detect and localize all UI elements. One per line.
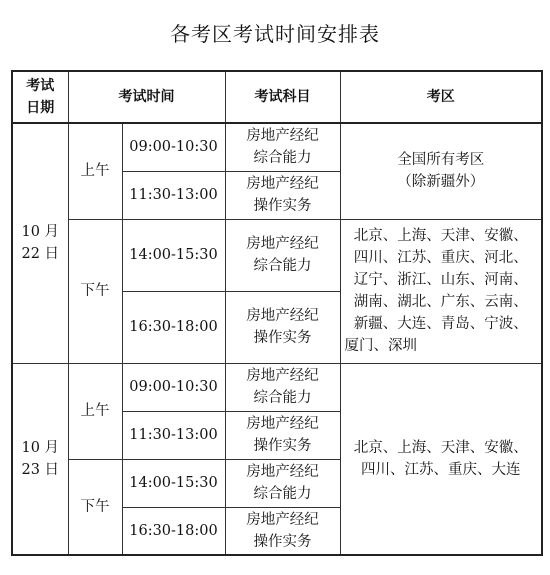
subject-line2: 综合能力 xyxy=(253,486,312,502)
subject-cell xyxy=(225,123,340,171)
subject-line2: 综合能力 xyxy=(253,390,312,406)
area-cell-afternoon-list xyxy=(340,219,542,363)
subject-line2: 操作实务 xyxy=(253,533,312,550)
header-date-line1: 考试 xyxy=(26,78,55,94)
date-cell-oct23 xyxy=(12,363,68,555)
subject-line1: 房地产经纪 xyxy=(246,308,319,324)
subject-line1: 房地产经纪 xyxy=(246,236,319,252)
subject-line2: 综合能力 xyxy=(253,150,312,167)
time-slot: 09:00-10:30 xyxy=(122,363,225,411)
time-slot: 11:30-13:00 xyxy=(122,411,225,459)
subject-cell xyxy=(225,363,340,411)
subject-line1: 房地产经纪 xyxy=(246,511,319,528)
subject-line2: 操作实务 xyxy=(253,330,312,346)
area-line: （除新疆外） xyxy=(397,174,485,191)
table-row xyxy=(12,219,542,291)
area-line: 新疆、大连、青岛、宁波、 xyxy=(353,316,528,332)
area-line: 厦门、深圳 xyxy=(344,338,417,354)
exam-schedule-table xyxy=(11,70,543,556)
header-area: 考区 xyxy=(340,71,542,123)
area-cell-day2 xyxy=(340,363,542,555)
subject-cell xyxy=(225,459,340,507)
header-date-line2: 日期 xyxy=(26,100,55,116)
header-date xyxy=(12,71,68,123)
table-row xyxy=(12,363,542,411)
header-time: 考试时间 xyxy=(68,71,225,123)
subject-cell xyxy=(225,507,340,555)
area-line: 北京、上海、天津、安徽、 xyxy=(353,439,528,456)
period-afternoon: 下午 xyxy=(68,459,122,555)
subject-line1: 房地产经纪 xyxy=(246,464,319,480)
table-row xyxy=(12,123,542,171)
subject-cell xyxy=(225,411,340,459)
period-morning: 上午 xyxy=(68,123,122,219)
subject-line2: 操作实务 xyxy=(253,198,312,214)
period-afternoon: 下午 xyxy=(68,219,122,363)
area-line: 四川、江苏、重庆、河北、 xyxy=(353,250,528,266)
header-subject: 考试科目 xyxy=(225,71,340,123)
subject-cell xyxy=(225,171,340,219)
date-day: 22 日 xyxy=(21,246,60,263)
page-title: 各考区考试时间安排表 xyxy=(170,22,380,46)
area-line: 四川、江苏、重庆、大连 xyxy=(361,461,521,478)
period-morning: 上午 xyxy=(68,363,122,459)
area-line: 北京、上海、天津、安徽、 xyxy=(353,228,528,244)
area-line: 湖南、湖北、广东、云南、 xyxy=(353,294,528,310)
time-slot: 14:00-15:30 xyxy=(122,459,225,507)
date-month: 10 月 xyxy=(21,224,60,241)
area-line: 辽宁、浙江、山东、河南、 xyxy=(353,272,528,288)
time-slot: 16:30-18:00 xyxy=(122,291,225,363)
subject-line1: 房地产经纪 xyxy=(246,416,319,432)
subject-line2: 操作实务 xyxy=(253,438,312,454)
header-row xyxy=(12,71,542,123)
date-day: 23 日 xyxy=(21,461,60,478)
subject-line1: 房地产经纪 xyxy=(246,128,319,145)
date-cell-oct22 xyxy=(12,123,68,363)
area-line: 全国所有考区 xyxy=(397,152,485,169)
time-slot: 14:00-15:30 xyxy=(122,219,225,291)
date-month: 10 月 xyxy=(21,439,60,456)
area-cell-nationwide xyxy=(340,123,542,219)
subject-line1: 房地产经纪 xyxy=(246,176,319,192)
subject-line2: 综合能力 xyxy=(253,258,312,274)
subject-cell xyxy=(225,291,340,363)
time-slot: 11:30-13:00 xyxy=(122,171,225,219)
subject-cell xyxy=(225,219,340,291)
subject-line1: 房地产经纪 xyxy=(246,368,319,384)
time-slot: 16:30-18:00 xyxy=(122,507,225,555)
time-slot: 09:00-10:30 xyxy=(122,123,225,171)
